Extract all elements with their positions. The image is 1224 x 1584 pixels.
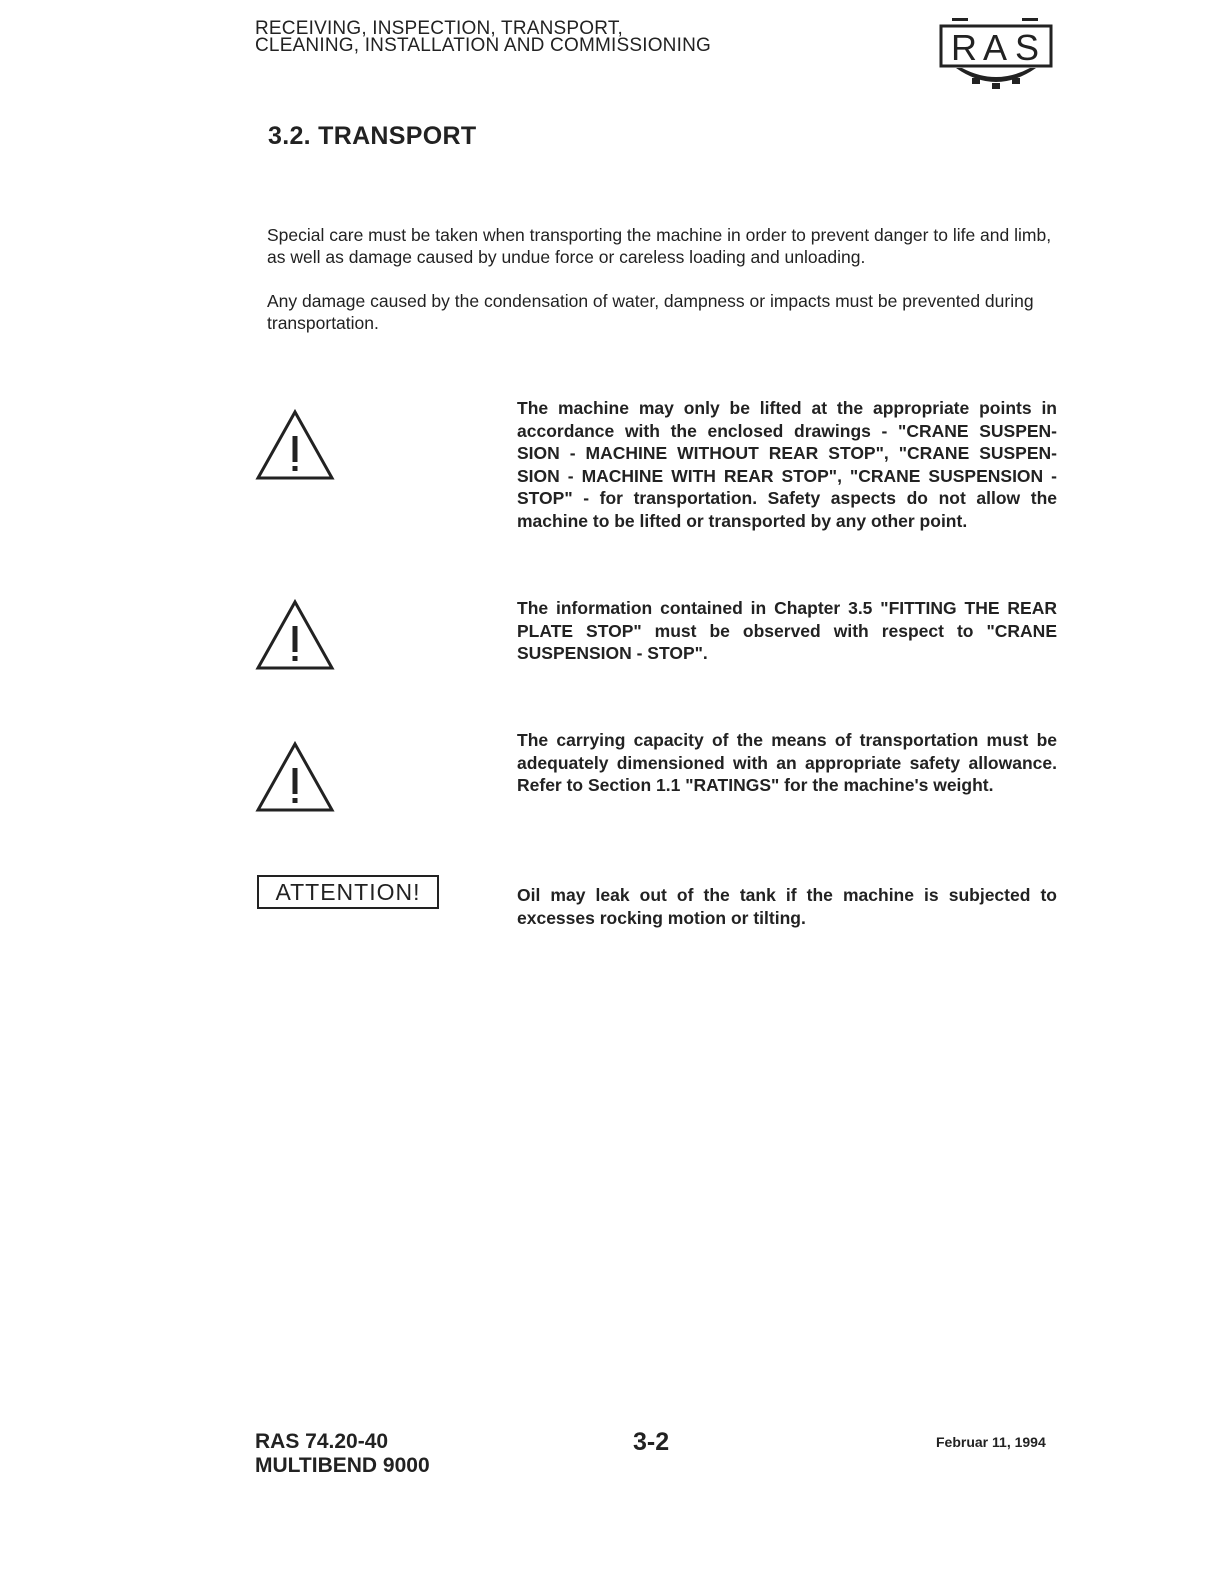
logo-letter-s: S xyxy=(1015,27,1040,68)
header-title xyxy=(255,20,875,54)
attention-label: ATTENTION! xyxy=(257,875,439,909)
logo-letter-a: A xyxy=(983,27,1008,68)
note-text-4: Oil may leak out of the tank if the machine is subjected to excesses rocking motion or tilting. xyxy=(517,885,1057,928)
note-text-3: The carrying capacity of the means of transportation must be adequately dimensioned with an appropriate safety allowance. Refer to Section 1.1 "RATINGS" for the machine's weight. xyxy=(517,730,1057,795)
header-title-line-2: CLEANING, INSTALLATION AND COMMISSIONING xyxy=(255,35,711,56)
warning-triangle-icon xyxy=(255,740,335,814)
ras-logo xyxy=(938,12,1054,98)
intro-paragraph-2: Any damage caused by the condensation of water, dampness or impacts must be prevented during transportation. xyxy=(267,291,1034,333)
logo-letter-r: R xyxy=(951,27,977,68)
footer-date: Februar 11, 1994 xyxy=(936,1434,1046,1450)
footer-doc-number: RAS 74.20-40 xyxy=(255,1430,389,1453)
warning-triangle-icon xyxy=(255,598,335,672)
page-number: 3-2 xyxy=(633,1428,670,1456)
header-title-line-1: RECEIVING, INSPECTION, TRANSPORT, xyxy=(255,18,624,39)
section-title: 3.2. TRANSPORT xyxy=(268,122,477,150)
footer-product: MULTIBEND 9000 xyxy=(255,1454,430,1477)
intro-paragraph-1: Special care must be taken when transporting the machine in order to prevent danger to life and limb, as well as damage caused by undue force or careless loading and unloading. xyxy=(267,225,1052,267)
footer-document-info xyxy=(255,1430,430,1478)
note-text-1: The machine may only be lifted at the appropriate points in accordance with the enclosed drawings - "CRANE SUSPEN-SION - MACHINE WITHOUT REAR STOP", "CRANE SUSPEN-SION - MACHINE WITH REAR STOP", "CRANE SUSPENSION - STOP" - for transportation. Safety aspects do not allow the machine to be lifted or transported by any other point. xyxy=(517,398,1057,531)
note-text-2: The information contained in Chapter 3.5 "FITTING THE REAR PLATE STOP" must be observed with respect to "CRANE SUSPENSION - STOP". xyxy=(517,598,1057,663)
warning-triangle-icon xyxy=(255,408,335,482)
